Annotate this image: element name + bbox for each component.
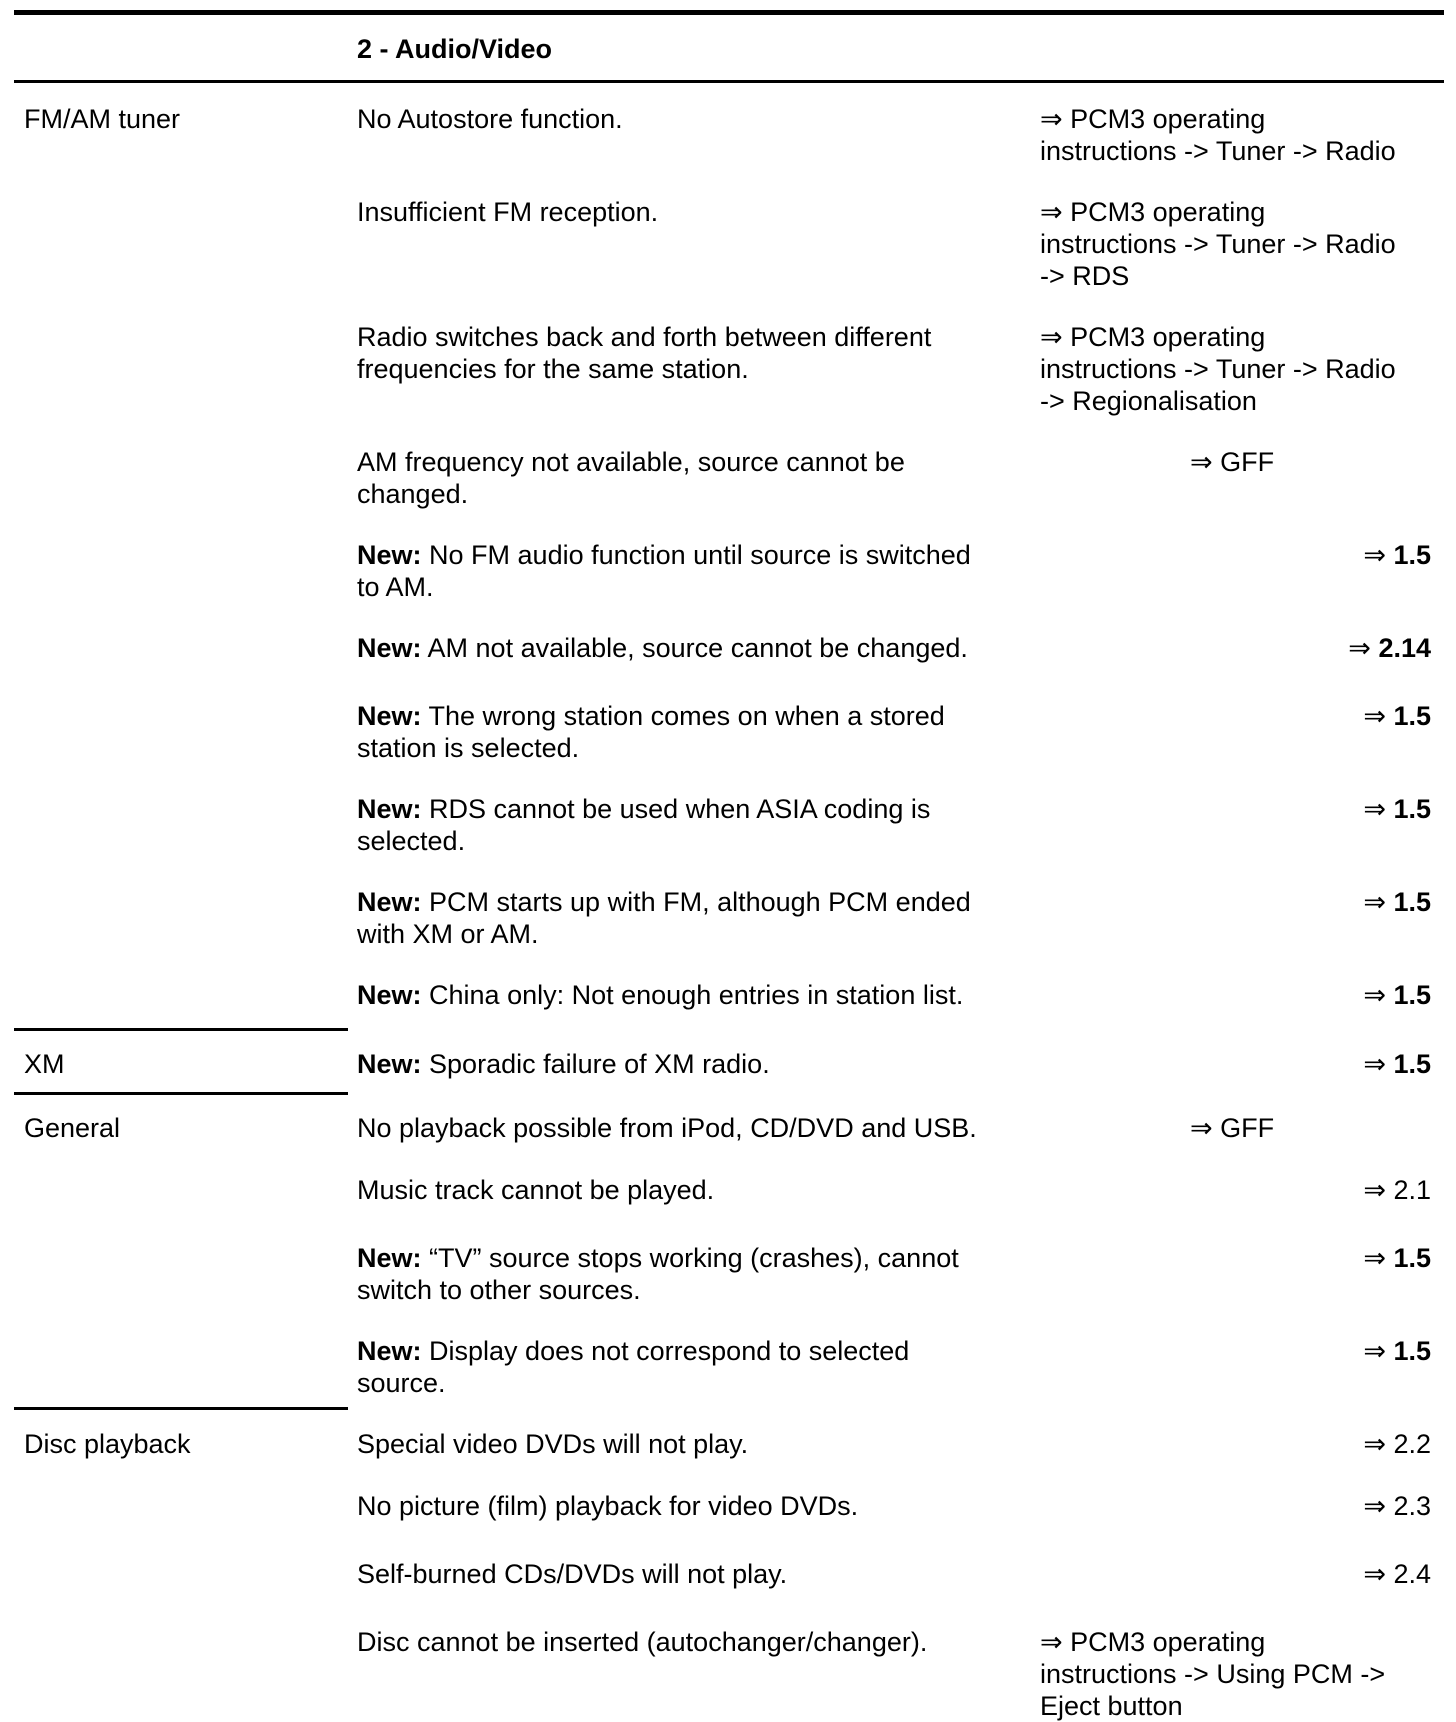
category-divider-general — [14, 1092, 348, 1095]
symptom-text: RDS cannot be used when ASIA coding is — [429, 794, 931, 824]
symptom-no-autostore — [357, 103, 623, 135]
reference-value: 1.5 — [1393, 887, 1431, 917]
reference-section — [1363, 979, 1431, 1011]
symptom-text: China only: Not enough entries in station list. — [429, 980, 964, 1010]
symptom-text: Insufficient FM reception. — [357, 197, 659, 227]
symptom-text: PCM starts up with FM, although PCM ended — [429, 887, 971, 917]
category-disc-playback: Disc playback — [24, 1429, 191, 1459]
symptom-text: Display does not correspond to selected — [429, 1336, 910, 1366]
symptom-text: switch to other sources. — [357, 1275, 641, 1305]
reference-section — [1363, 1335, 1431, 1367]
symptom-text: to AM. — [357, 572, 434, 602]
symptom-text: source. — [357, 1368, 446, 1398]
symptom-text: with XM or AM. — [357, 919, 539, 949]
symptom-text: No Autostore function. — [357, 104, 623, 134]
header-rule — [14, 80, 1444, 83]
reference-value: 1.5 — [1393, 794, 1431, 824]
symptom-wrong-station — [357, 700, 945, 764]
symptom-text: “TV” source stops working (crashes), cannot — [429, 1243, 959, 1273]
section-title: 2 - Audio/Video — [357, 34, 553, 64]
symptom-self-burned — [357, 1558, 787, 1590]
symptom-text: Music track cannot be played. — [357, 1175, 715, 1205]
new-label: New: — [357, 794, 422, 824]
reference-value: 1.5 — [1393, 980, 1431, 1010]
reference-section — [1363, 793, 1431, 825]
symptom-text: Self-burned CDs/DVDs will not play. — [357, 1559, 788, 1589]
symptom-text: The wrong station comes on when a stored — [428, 701, 945, 731]
reference-section — [1363, 1558, 1431, 1590]
symptom-text: No FM audio function until source is switched — [429, 540, 971, 570]
reference-line: ⇒ PCM3 operating — [1040, 322, 1266, 352]
new-label: New: — [357, 701, 422, 731]
new-label: New: — [357, 1336, 422, 1366]
symptom-tv-source — [357, 1242, 959, 1306]
symptom-am-not-available — [357, 632, 968, 664]
category-fm-am-tuner: FM/AM tuner — [24, 104, 181, 134]
symptom-am-frequency — [357, 446, 905, 510]
arrow-icon: ⇒ — [1363, 1049, 1386, 1079]
new-label: New: — [357, 633, 422, 663]
reference-operating-instructions — [1040, 196, 1396, 292]
symptom-insufficient-fm — [357, 196, 658, 228]
symptom-text: Sporadic failure of XM radio. — [429, 1049, 770, 1079]
reference-value: 1.5 — [1393, 1243, 1431, 1273]
reference-line: Eject button — [1040, 1691, 1183, 1721]
symptom-xm-failure — [357, 1048, 770, 1080]
reference-value: 2.14 — [1378, 633, 1431, 663]
arrow-icon: ⇒ — [1363, 1491, 1386, 1521]
category-xm: XM — [24, 1049, 65, 1079]
reference-value: 2.2 — [1393, 1429, 1431, 1459]
reference-value: 1.5 — [1393, 540, 1431, 570]
symptom-text: Disc cannot be inserted (autochanger/changer). — [357, 1627, 928, 1657]
symptom-text: AM frequency not available, source cannot be — [357, 447, 905, 477]
symptom-no-fm-audio — [357, 539, 971, 603]
symptom-text: No picture (film) playback for video DVDs. — [357, 1491, 859, 1521]
reference-line: ⇒ PCM3 operating — [1040, 1627, 1266, 1657]
reference-value: 2.4 — [1393, 1559, 1431, 1589]
symptom-disc-insert — [357, 1626, 927, 1658]
reference-value: 2.3 — [1393, 1491, 1431, 1521]
arrow-icon: ⇒ — [1363, 980, 1386, 1010]
reference-section — [1363, 1174, 1431, 1206]
symptom-music-track — [357, 1174, 714, 1206]
symptom-text: Radio switches back and forth between different — [357, 322, 932, 352]
arrow-icon: ⇒ — [1348, 633, 1371, 663]
reference-line: instructions -> Tuner -> Radio — [1040, 229, 1396, 259]
category-divider-disc — [14, 1407, 348, 1410]
new-label: New: — [357, 1049, 422, 1079]
arrow-icon: ⇒ — [1363, 1175, 1386, 1205]
arrow-icon: ⇒ — [1363, 1243, 1386, 1273]
symptom-china-station-list — [357, 979, 963, 1011]
reference-section — [1363, 1490, 1431, 1522]
reference-value: 1.5 — [1393, 1049, 1431, 1079]
reference-operating-instructions — [1040, 103, 1396, 167]
arrow-icon: ⇒ — [1363, 540, 1386, 570]
category-divider-xm — [14, 1028, 348, 1031]
symptom-text: selected. — [357, 826, 466, 856]
reference-operating-instructions — [1040, 321, 1396, 417]
new-label: New: — [357, 1243, 422, 1273]
arrow-icon: ⇒ — [1190, 447, 1213, 477]
symptom-text: AM not available, source cannot be changed. — [427, 633, 968, 663]
reference-gff — [1190, 1112, 1274, 1144]
reference-line: ⇒ PCM3 operating — [1040, 197, 1266, 227]
reference-line: instructions -> Tuner -> Radio — [1040, 136, 1396, 166]
symptom-no-picture — [357, 1490, 858, 1522]
symptom-no-playback — [357, 1112, 977, 1144]
reference-section — [1363, 1048, 1431, 1080]
top-rule — [14, 10, 1444, 15]
arrow-icon: ⇒ — [1363, 1429, 1386, 1459]
reference-line: instructions -> Using PCM -> — [1040, 1659, 1386, 1689]
reference-value: GFF — [1220, 1113, 1275, 1143]
new-label: New: — [357, 540, 422, 570]
symptom-rds-asia — [357, 793, 930, 857]
symptom-text: No playback possible from iPod, CD/DVD and USB. — [357, 1113, 977, 1143]
symptom-pcm-starts-fm — [357, 886, 971, 950]
arrow-icon: ⇒ — [1190, 1113, 1213, 1143]
reference-section — [1363, 539, 1431, 571]
arrow-icon: ⇒ — [1363, 794, 1386, 824]
reference-line: -> RDS — [1040, 261, 1130, 291]
reference-value: 1.5 — [1393, 701, 1431, 731]
arrow-icon: ⇒ — [1363, 1336, 1386, 1366]
symptom-text: frequencies for the same station. — [357, 354, 749, 384]
reference-line: -> Regionalisation — [1040, 386, 1257, 416]
reference-section — [1363, 1428, 1431, 1460]
arrow-icon: ⇒ — [1363, 887, 1386, 917]
arrow-icon: ⇒ — [1363, 701, 1386, 731]
reference-section — [1363, 886, 1431, 918]
new-label: New: — [357, 887, 422, 917]
symptom-special-dvds — [357, 1428, 748, 1460]
reference-line: instructions -> Tuner -> Radio — [1040, 354, 1396, 384]
category-general: General — [24, 1113, 121, 1143]
reference-section — [1363, 700, 1431, 732]
symptom-text: changed. — [357, 479, 469, 509]
reference-value: 1.5 — [1393, 1336, 1431, 1366]
reference-line: ⇒ PCM3 operating — [1040, 104, 1266, 134]
symptom-display-source — [357, 1335, 909, 1399]
symptom-radio-switches — [357, 321, 931, 385]
symptom-text: station is selected. — [357, 733, 580, 763]
reference-gff — [1190, 446, 1274, 478]
arrow-icon: ⇒ — [1363, 1559, 1386, 1589]
symptom-text: Special video DVDs will not play. — [357, 1429, 749, 1459]
reference-section — [1348, 632, 1431, 664]
reference-section — [1363, 1242, 1431, 1274]
reference-value: 2.1 — [1393, 1175, 1431, 1205]
new-label: New: — [357, 980, 422, 1010]
reference-value: GFF — [1220, 447, 1275, 477]
